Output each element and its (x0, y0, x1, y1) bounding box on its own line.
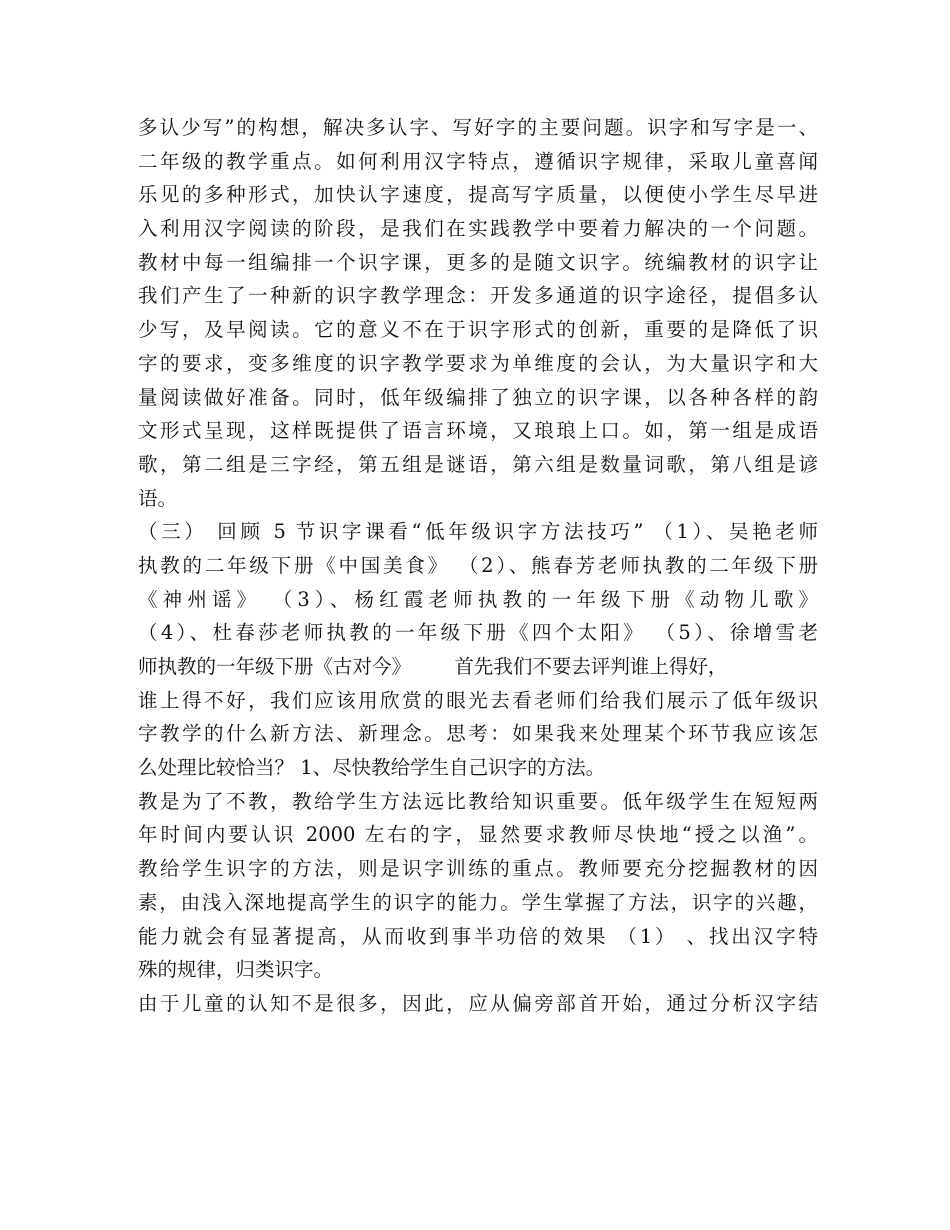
text-line: 入利用汉字阅读的阶段，是我们在实践教学中要着力解决的一个问题。 (138, 217, 818, 241)
text-line: 《神州谣》 （3）、杨红霞老师执教的一年级下册《动物儿歌》 (138, 587, 818, 611)
text-line: 殊的规律，归类识字。 (138, 958, 334, 982)
body-text (138, 111, 818, 1021)
text-line: 字的要求，变多维度的识字教学要求为单维度的会认，为大量识字和大 (138, 351, 818, 375)
text-line: 二年级的教学重点。如何利用汉字特点，遵循识字规律，采取儿童喜闻 (138, 149, 818, 173)
text-line: 年时间内要认识 2000 左右的字，显然要求教师尽快地“授之以渔”。 (138, 823, 818, 847)
text-line: 多认少写”的构想，解决多认字、写好字的主要问题。识字和写字是一、 (138, 116, 818, 139)
text-line: 文形式呈现，这样既提供了语言环境，又琅琅上口。如，第一组是成语 (138, 419, 818, 443)
text-line: （三） 回顾 5 节识字课看“低年级识字方法技巧” （1）、吴艳老师 (138, 520, 818, 544)
text-line: 执教的二年级下册《中国美食》 （2）、熊春芳老师执教的二年级下册 (138, 553, 818, 577)
text-line: 能力就会有显著提高，从而收到事半功倍的效果 （1） 、找出汉字特 (138, 924, 818, 948)
text-line: 么处理比较恰当？ 1、尽快教给学生自己识字的方法。 (138, 756, 606, 780)
text-line: 教材中每一组编排一个识字课，更多的是随文识字。统编教材的识字让 (138, 250, 818, 274)
text-line: 我们产生了一种新的识字教学理念：开发多通道的识字途径，提倡多认 (138, 284, 818, 308)
text-line: 教给学生识字的方法，则是识字训练的重点。教师要充分挖掘教材的因 (138, 857, 818, 881)
text-line: 字教学的什么新方法、新理念。思考：如果我来处理某个环节我应该怎 (138, 722, 818, 746)
text-line: 教是为了不教，教给学生方法远比教给知识重要。低年级学生在短短两 (138, 789, 818, 813)
text-line: 师执教的一年级下册《古对今》 首先我们不要去评判谁上得好， (138, 655, 728, 678)
text-line: 素，由浅入深地提高学生的识字的能力。学生掌握了方法，识字的兴趣， (138, 890, 818, 914)
text-line: 语。 (138, 486, 178, 510)
text-line: 少写，及早阅读。它的意义不在于识字形式的创新，重要的是降低了识 (138, 318, 818, 342)
text-line: （4）、杜春莎老师执教的一年级下册《四个太阳》 （5）、徐增雪老 (138, 621, 818, 645)
text-line: 歌，第二组是三字经，第五组是谜语，第六组是数量词歌，第八组是谚 (138, 452, 818, 476)
text-line: 量阅读做好准备。同时，低年级编排了独立的识字课，以各种各样的韵 (138, 385, 818, 409)
text-line: 由于儿童的认知不是很多，因此，应从偏旁部首开始，通过分析汉字结 (138, 991, 818, 1015)
text-line: 乐见的多种形式，加快认字速度，提高写字质量，以便使小学生尽早进 (138, 183, 818, 207)
text-line: 谁上得不好，我们应该用欣赏的眼光去看老师们给我们展示了低年级识 (138, 688, 818, 712)
